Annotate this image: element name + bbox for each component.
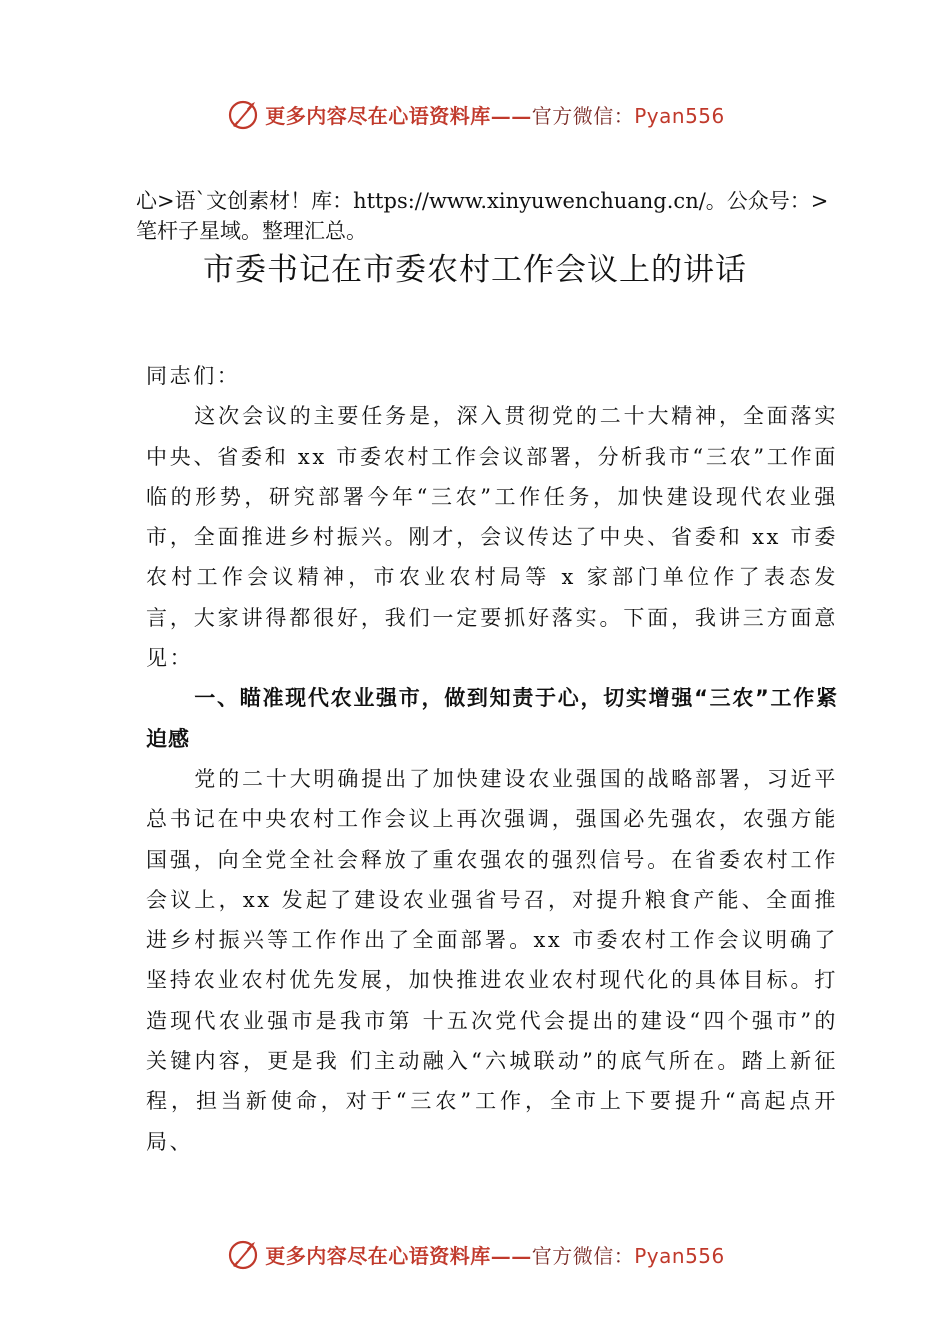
watermark-wechat-id: Pyan556	[634, 103, 725, 128]
watermark-main-text: 更多内容尽在心语资料库	[265, 1243, 491, 1268]
footer-watermark	[0, 1234, 950, 1274]
source-note: 心>语`文创素材！库：https://www.xinyuwenchuang.cn/。公众号：>笔杆子星域。整理汇总。	[136, 189, 829, 243]
watermark-wechat-id: Pyan556	[634, 1243, 725, 1268]
paragraph-intro: 这次会议的主要任务是，深入贯彻党的二十大精神，全面落实中央、省委和 xx 市委农村工作会议部署，分析我市“三农”工作面临的形势，研究部署今年“三农”工作任务，加快建设现代农业强市，全面推进乡村振兴。刚才，会议传达了中央、省委和 xx 市委农村工作会议精神，市农业农村局等 x 家部门单位作了表态发言，大家讲得都很好，我们一定要抓好落实。下面，我讲三方面意见：	[146, 404, 838, 671]
watermark-wechat-label: 官方微信：	[531, 1243, 635, 1268]
salutation: 同志们：	[146, 364, 241, 388]
paragraph-section-1: 党的二十大明确提出了加快建设农业强国的战略部署，习近平总书记在中央农村工作会议上再次强调，强国必先强农，农强方能国强，向全党全社会释放了重农强农的强烈信号。在省委农村工作会议上，xx 发起了建设农业强省号召，对提升粮食产能、全面推进乡村振兴等工作作出了全面部署。xx 市委农村工作会议明确了坚持农业农村优先发展，加快推进农业农村现代化的具体目标。打造现代农业强市是我市第 十五次党代会提出的建设“四个强市”的关键内容，更是我 们主动融入“六城联动”的底气所在。踏上新征程，担当新使命，对于“三农”工作，全市上下要提升“高起点开局、	[146, 766, 838, 1154]
watermark-wechat-label: 官方微信：	[531, 103, 635, 128]
document-title: 市委书记在市委农村工作会议上的讲话	[203, 252, 747, 288]
document-body	[146, 356, 838, 1162]
watermark-dash: ——	[490, 1243, 532, 1268]
watermark-dash: ——	[490, 103, 532, 128]
header-watermark	[0, 94, 950, 134]
quill-pen-icon	[225, 1236, 261, 1272]
quill-pen-icon	[225, 96, 261, 132]
section-heading-1: 一、瞄准现代农业强市，做到知责于心，切实增强“三农”工作紧迫感	[146, 686, 838, 751]
watermark-main-text: 更多内容尽在心语资料库	[265, 103, 491, 128]
